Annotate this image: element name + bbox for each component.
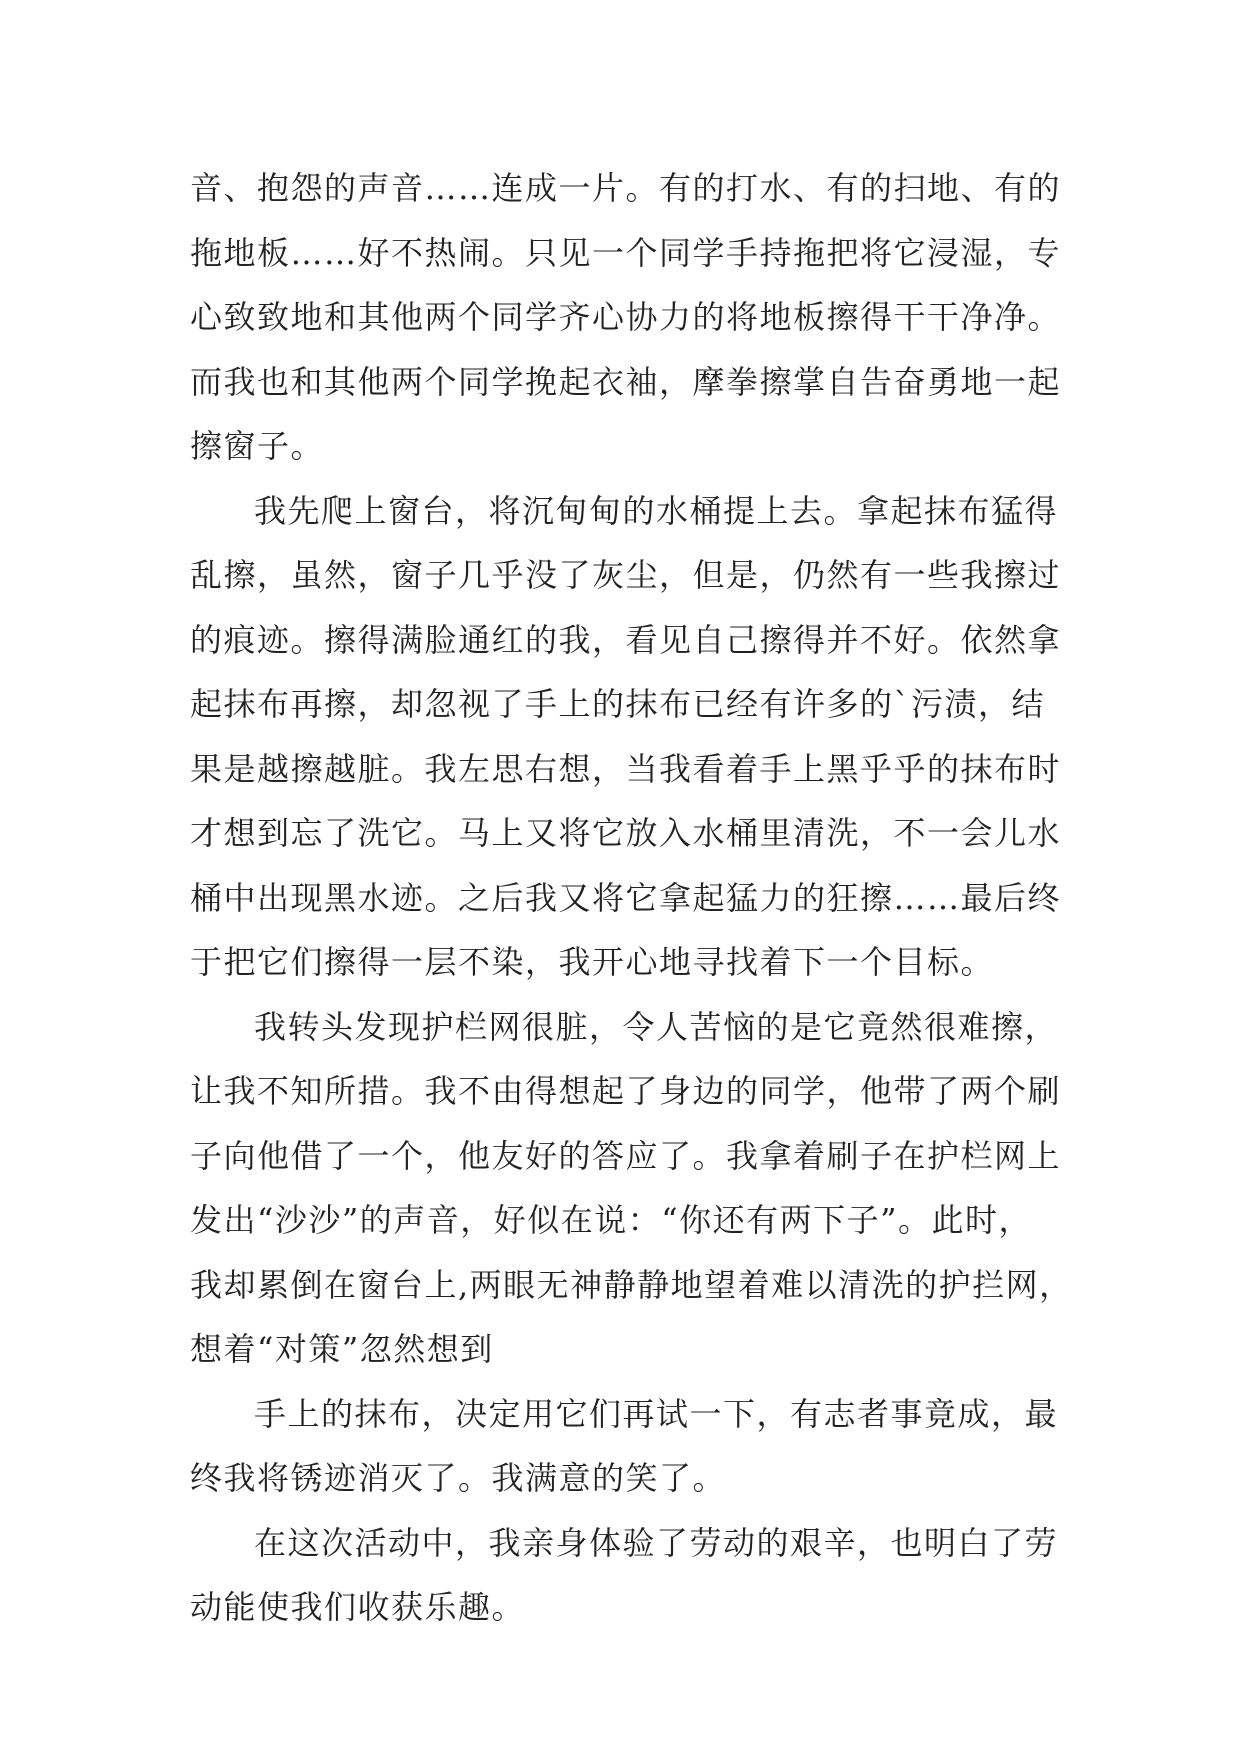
text-line: 想着“对策”忽然想到: [190, 1330, 494, 1368]
text-line: 擦窗子。: [190, 427, 325, 465]
text-line: 子向他借了一个，他友好的答应了。我拿着刷子在护栏网上: [190, 1136, 1062, 1175]
text-line: 音、抱怨的声音……连成一片。有的打水、有的扫地、有的: [190, 169, 1062, 207]
text-line: 乱擦，虽然，窗子几乎没了灰尘，但是，仍然有一些我擦过: [190, 556, 1062, 594]
paragraph-2: [190, 479, 1062, 995]
paragraph-1: [190, 156, 1062, 479]
text-line: 果是越擦越脏。我左思右想，当我看着手上黑乎乎的抹布时: [190, 749, 1062, 788]
text-line: 拖地板……好不热闹。只见一个同学手持拖把将它浸湿，专: [190, 233, 1062, 272]
text-line: 终我将锈迹消灭了。我满意的笑了。: [190, 1459, 727, 1497]
text-line: 才想到忘了洗它。马上又将它放入水桶里清洗，不一会儿水: [190, 814, 1062, 852]
paragraph-4: [190, 1382, 1059, 1511]
text-line: 动能使我们收获乐趣。: [190, 1588, 526, 1626]
paragraph-3: [190, 995, 1073, 1382]
text-line: 手上的抹布，决定用它们再试一下，有志者事竟成，最: [254, 1394, 1059, 1433]
paragraph-5: [190, 1511, 1059, 1640]
text-line: 于把它们擦得一层不染，我开心地寻找着下一个目标。: [190, 943, 995, 981]
text-line: 桶中出现黑水迹。之后我又将它拿起猛力的狂擦……最后终: [190, 878, 1062, 917]
text-line: 让我不知所措。我不由得想起了身边的同学，他带了两个刷: [190, 1072, 1062, 1110]
text-line: 心致致地和其他两个同学齐心协力的将地板擦得干干净净。: [190, 298, 1062, 336]
text-line: 的痕迹。擦得满脸通红的我，看见自己擦得并不好。依然拿: [190, 620, 1062, 659]
text-line: 而我也和其他两个同学挽起衣袖，摩拳擦掌自告奋勇地一起: [190, 362, 1062, 401]
text-line: 在这次活动中，我亲身体验了劳动的艰辛，也明白了劳: [254, 1523, 1059, 1562]
text-line: 起抹布再擦，却忽视了手上的抹布已经有许多的`污渍，结: [190, 685, 1046, 723]
document-body: [190, 156, 1073, 1640]
text-line: 我先爬上窗台，将沉甸甸的水桶提上去。拿起抹布猛得: [254, 491, 1059, 530]
text-line: 发出“沙沙”的声音，好似在说：“你还有两下子”。此时，: [190, 1201, 1032, 1239]
text-line: 我转头发现护栏网很脏，令人苦恼的是它竟然很难擦，: [254, 1007, 1059, 1046]
text-line: 我却累倒在窗台上,两眼无神静静地望着难以清洗的护拦网，: [190, 1265, 1073, 1304]
